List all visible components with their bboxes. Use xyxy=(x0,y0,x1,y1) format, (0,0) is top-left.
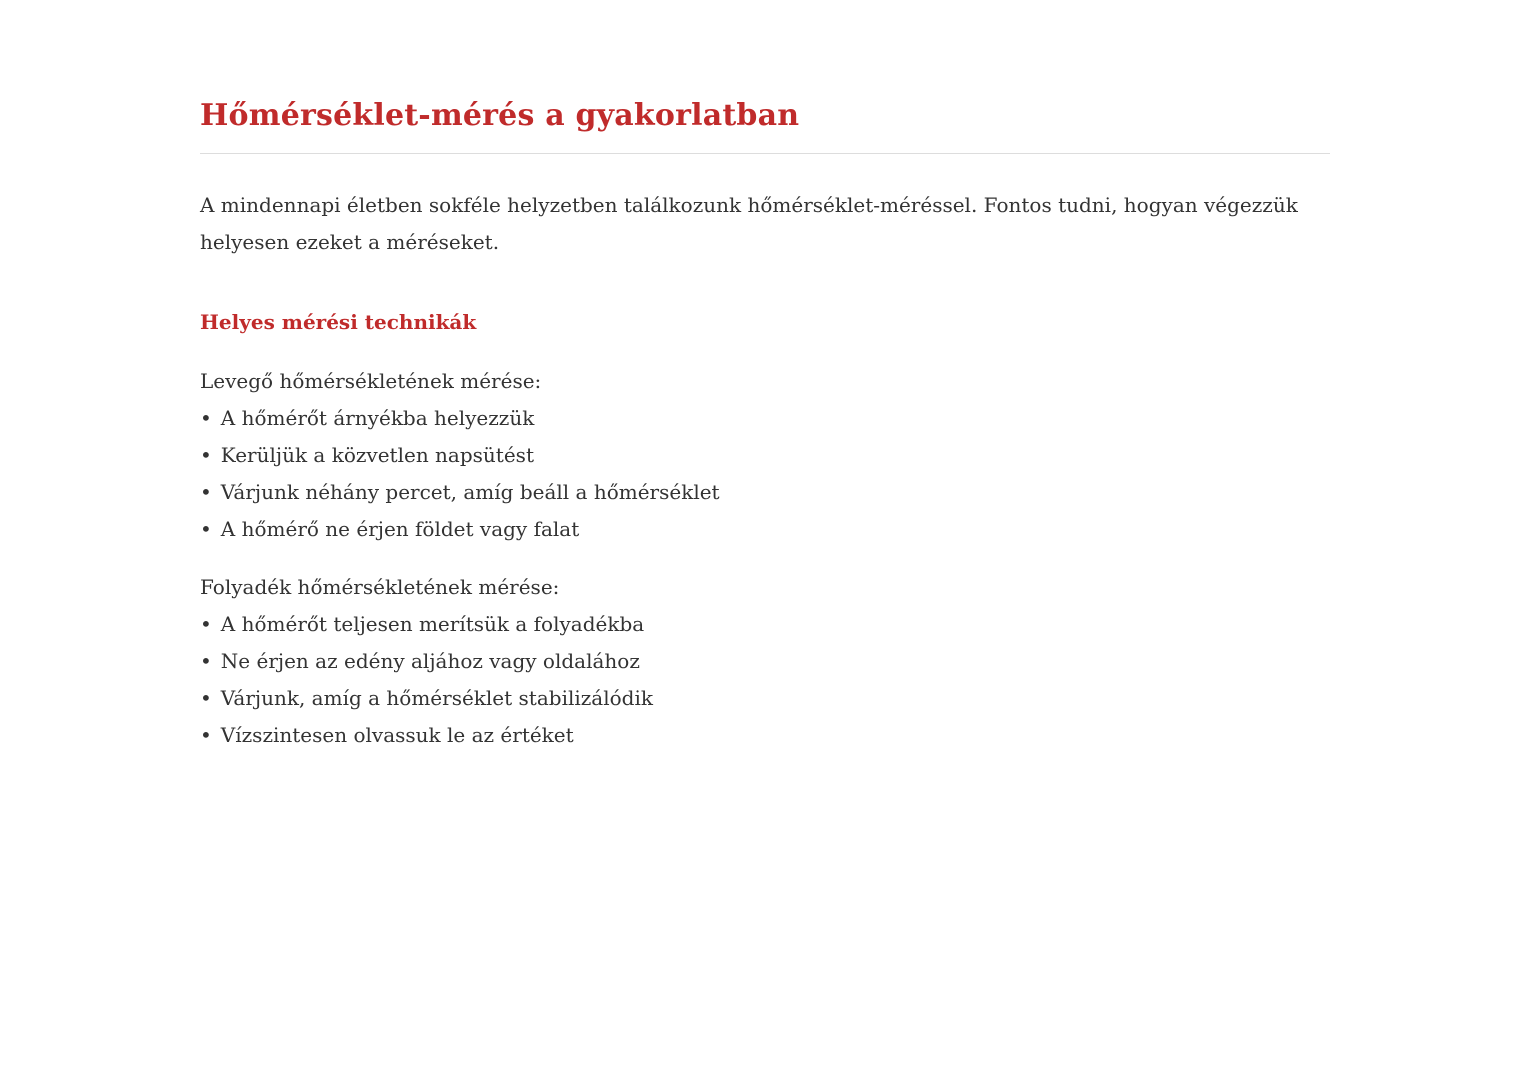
document-content xyxy=(200,96,1330,754)
bullet-icon: • xyxy=(200,723,212,747)
bullet-icon: • xyxy=(200,480,212,504)
measurement-group-air xyxy=(200,363,1330,548)
group-title-air: Levegő hőmérsékletének mérése: xyxy=(200,369,542,393)
list-item-text: Vízszintesen olvassuk le az értéket xyxy=(220,723,574,747)
list-item-text: A hőmérő ne érjen földet vagy falat xyxy=(220,517,580,541)
title-divider xyxy=(200,153,1330,154)
page-title: Hőmérséklet-mérés a gyakorlatban xyxy=(200,98,800,133)
bullet-icon: • xyxy=(200,517,212,541)
list-item-text: Várjunk néhány percet, amíg beáll a hőmérséklet xyxy=(220,480,720,504)
list-item xyxy=(200,680,1330,717)
list-item-text: A hőmérőt árnyékba helyezzük xyxy=(220,406,535,430)
list-item-text: Várjunk, amíg a hőmérséklet stabilizálódik xyxy=(220,686,653,710)
list-item-text: Kerüljük a közvetlen napsütést xyxy=(220,443,534,467)
measurement-group-liquid xyxy=(200,569,1330,754)
list-item xyxy=(200,474,1330,511)
group-title-liquid: Folyadék hőmérsékletének mérése: xyxy=(200,575,560,599)
list-item xyxy=(200,606,1330,643)
bullet-icon: • xyxy=(200,406,212,430)
list-item xyxy=(200,643,1330,680)
list-item xyxy=(200,437,1330,474)
intro-paragraph: A mindennapi életben sokféle helyzetben találkozunk hőmérséklet-méréssel. Fontos tudni, hogyan végezzük helyesen ezeket a méréseket. xyxy=(200,193,1298,254)
list-item xyxy=(200,717,1330,754)
bullet-icon: • xyxy=(200,612,212,636)
bullet-icon: • xyxy=(200,443,212,467)
bullet-icon: • xyxy=(200,686,212,710)
list-item-text: A hőmérőt teljesen merítsük a folyadékba xyxy=(220,612,645,636)
section-heading-techniques: Helyes mérési technikák xyxy=(200,310,477,334)
list-item xyxy=(200,400,1330,437)
list-item-text: Ne érjen az edény aljához vagy oldalához xyxy=(220,649,640,673)
list-item xyxy=(200,511,1330,548)
bullet-icon: • xyxy=(200,649,212,673)
